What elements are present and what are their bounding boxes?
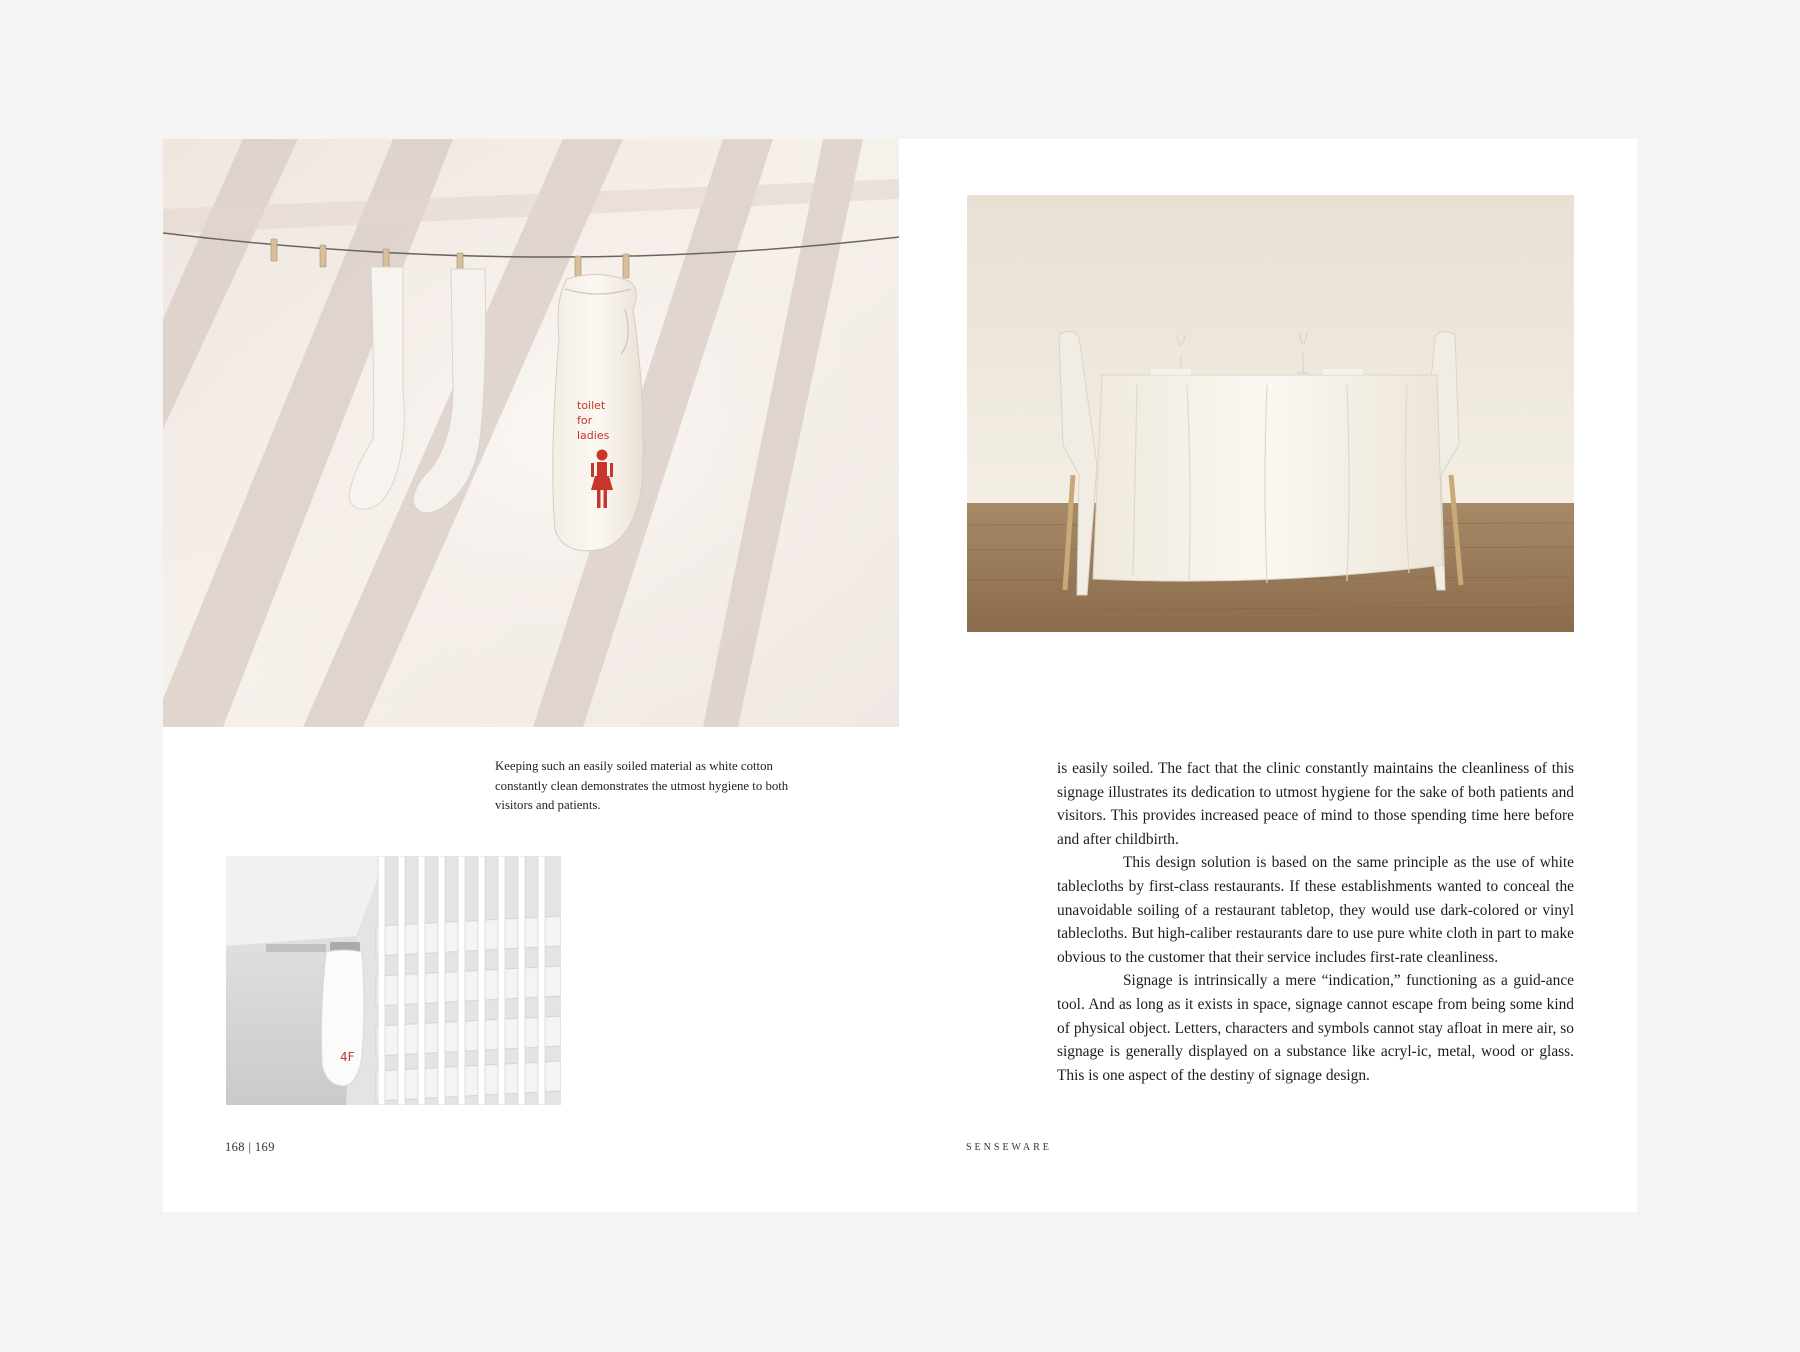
body-text xyxy=(1057,757,1574,1087)
stair-photo xyxy=(226,856,561,1105)
table-image xyxy=(967,195,1574,632)
body-paragraph-1: is easily soiled. The fact that the clinic constantly maintains the cleanliness of this signage illustrates its dedication to utmost hygiene for the sake of both patients and visitors. This provides increased peace of mind to those spending time here before and after childbirth. xyxy=(1057,760,1574,848)
page-numbers: 168 | 169 xyxy=(225,1140,275,1154)
photo-caption: Keeping such an easily soiled material as white cotton constantly clean demonstrates the utmost hygiene to both visitors and patients. xyxy=(495,759,789,812)
book-spread xyxy=(163,139,1637,1212)
clothesline-photo xyxy=(163,139,899,727)
bag-text-1: toilet xyxy=(577,399,606,412)
floor-label: 4F xyxy=(340,1050,355,1064)
clothesline-image xyxy=(163,139,899,727)
table-photo xyxy=(967,195,1574,632)
stair-image xyxy=(226,856,561,1105)
bag-text-3: ladies xyxy=(577,429,610,442)
bag-text-2: for xyxy=(577,414,593,427)
body-paragraph-2: This design solution is based on the same principle as the use of white tablecloths by first-class restaurants. If these establishments wanted to conceal the unavoidable soiling of a restaurant tabletop, they would use dark-colored or vinyl tablecloths. But high-caliber restaurants dare to use pure white cloth in part to make obvious to the customer that their service includes first-rate cleanliness. xyxy=(1057,854,1574,966)
running-head: SENSEWARE xyxy=(966,1142,1052,1153)
body-paragraph-3: Signage is intrinsically a mere “indication,” functioning as a guid-ance tool. And as long as it exists in space, signage cannot escape from being some kind of physical object. Letters, characters and symbols cannot stay afloat in mere air, so signage is generally displayed on a substance like acryl-ic, metal, wood or glass. This is one aspect of the destiny of signage design. xyxy=(1057,972,1574,1084)
